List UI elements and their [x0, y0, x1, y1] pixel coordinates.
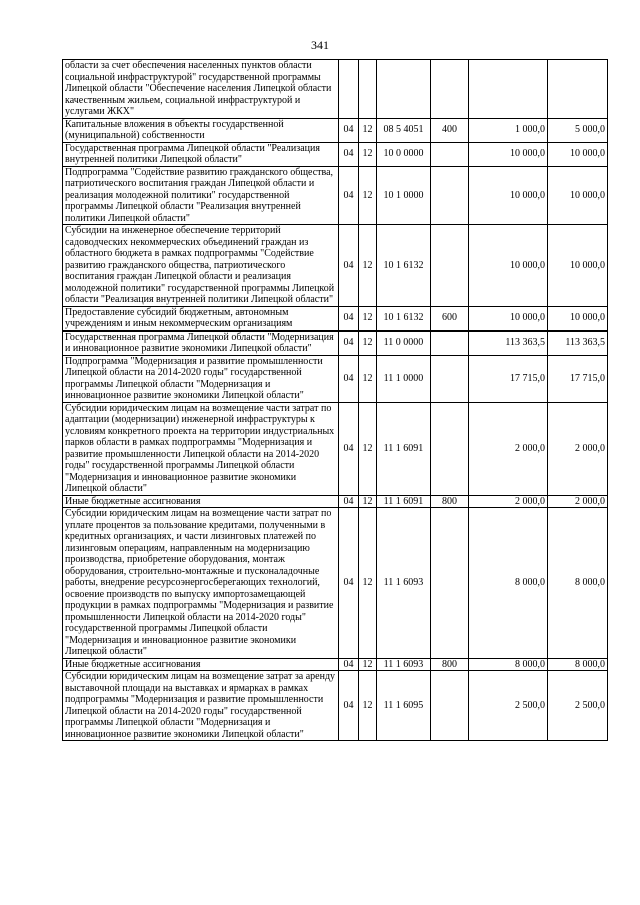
cell-section: 04 — [339, 142, 359, 166]
cell-amount-1: 8 000,0 — [469, 658, 548, 671]
cell-subsection — [359, 60, 377, 119]
cell-expense-type: 400 — [431, 118, 469, 142]
cell-subsection: 12 — [359, 402, 377, 495]
cell-subsection: 12 — [359, 166, 377, 225]
cell-section: 04 — [339, 225, 359, 307]
cell-amount-1: 10 000,0 — [469, 306, 548, 331]
cell-subsection: 12 — [359, 508, 377, 659]
cell-target-article: 10 1 6132 — [377, 225, 431, 307]
cell-amount-1: 113 363,5 — [469, 331, 548, 356]
table-row — [63, 142, 608, 166]
cell-expense-type — [431, 355, 469, 402]
cell-subsection: 12 — [359, 331, 377, 356]
table-row — [63, 225, 608, 307]
table-row — [63, 166, 608, 225]
cell-section: 04 — [339, 118, 359, 142]
cell-amount-1: 17 715,0 — [469, 355, 548, 402]
cell-name: Государственная программа Липецкой области "Реализация внутренней политики Липецкой области" — [63, 142, 339, 166]
cell-name: области за счет обеспечения населенных пунктов области социальной инфраструктурой" государственной программы Липецкой области "Обеспечение населения Липецкой области качественным жильем, социальной инфраструктурой и услугами ЖКХ" — [63, 60, 339, 119]
cell-section: 04 — [339, 495, 359, 508]
cell-target-article: 10 1 6132 — [377, 306, 431, 331]
cell-section: 04 — [339, 331, 359, 356]
cell-subsection: 12 — [359, 142, 377, 166]
cell-section: 04 — [339, 355, 359, 402]
table-row — [63, 331, 608, 356]
cell-expense-type — [431, 331, 469, 356]
cell-amount-1: 2 000,0 — [469, 495, 548, 508]
cell-amount-2: 113 363,5 — [548, 331, 608, 356]
cell-target-article: 11 0 0000 — [377, 331, 431, 356]
cell-amount-1: 10 000,0 — [469, 225, 548, 307]
cell-amount-1: 2 000,0 — [469, 402, 548, 495]
cell-amount-1 — [469, 60, 548, 119]
cell-section: 04 — [339, 402, 359, 495]
cell-section — [339, 60, 359, 119]
cell-subsection: 12 — [359, 306, 377, 331]
cell-name: Государственная программа Липецкой области "Модернизация и инновационное развитие экономики Липецкой области" — [63, 331, 339, 356]
cell-target-article: 11 1 6091 — [377, 402, 431, 495]
cell-amount-1: 1 000,0 — [469, 118, 548, 142]
cell-section: 04 — [339, 658, 359, 671]
cell-section: 04 — [339, 508, 359, 659]
cell-subsection: 12 — [359, 658, 377, 671]
cell-name: Подпрограмма "Содействие развитию гражданского общества, патриотического воспитания граждан Липецкой области и реализация молодежной политики" государственной программы Липецкой области "Реализация внутренней политики Липецкой области" — [63, 166, 339, 225]
table-row — [63, 508, 608, 659]
cell-amount-2: 2 000,0 — [548, 402, 608, 495]
cell-target-article: 11 1 0000 — [377, 355, 431, 402]
cell-expense-type — [431, 508, 469, 659]
cell-amount-1: 2 500,0 — [469, 671, 548, 741]
cell-expense-type: 800 — [431, 658, 469, 671]
table-row — [63, 306, 608, 331]
table-row — [63, 355, 608, 402]
cell-name: Подпрограмма "Модернизация и развитие промышленности Липецкой области на 2014-2020 годы" государственной программы Липецкой области "Модернизация и инновационное развитие экономики Липецкой области" — [63, 355, 339, 402]
table-row — [63, 658, 608, 671]
cell-amount-2: 5 000,0 — [548, 118, 608, 142]
cell-target-article: 10 1 0000 — [377, 166, 431, 225]
cell-amount-2 — [548, 60, 608, 119]
cell-expense-type — [431, 166, 469, 225]
cell-name: Субсидии на инженерное обеспечение территорий садоводческих некоммерческих объединений граждан из областного бюджета в рамках подпрограммы "Содействие развитию гражданского общества, патриотического воспитания граждан Липецкой области и реализация молодежной политики" государственной программы Липецкой области "Реализация внутренней политики Липецкой области" — [63, 225, 339, 307]
cell-subsection: 12 — [359, 355, 377, 402]
cell-name: Предоставление субсидий бюджетным, автономным учреждениям и иным некоммерческим организациям — [63, 306, 339, 331]
cell-amount-2: 2 000,0 — [548, 495, 608, 508]
cell-target-article: 11 1 6091 — [377, 495, 431, 508]
cell-target-article: 08 5 4051 — [377, 118, 431, 142]
budget-table — [62, 59, 608, 741]
table-row — [63, 495, 608, 508]
cell-expense-type — [431, 225, 469, 307]
cell-name: Капитальные вложения в объекты государственной (муниципальной) собственности — [63, 118, 339, 142]
cell-amount-2: 17 715,0 — [548, 355, 608, 402]
table-row — [63, 60, 608, 119]
cell-amount-2: 2 500,0 — [548, 671, 608, 741]
cell-target-article: 11 1 6095 — [377, 671, 431, 741]
cell-section: 04 — [339, 306, 359, 331]
cell-expense-type: 600 — [431, 306, 469, 331]
cell-expense-type — [431, 142, 469, 166]
cell-section: 04 — [339, 671, 359, 741]
cell-amount-2: 8 000,0 — [548, 658, 608, 671]
cell-target-article: 10 0 0000 — [377, 142, 431, 166]
cell-target-article — [377, 60, 431, 119]
cell-target-article: 11 1 6093 — [377, 508, 431, 659]
cell-amount-1: 10 000,0 — [469, 166, 548, 225]
cell-subsection: 12 — [359, 671, 377, 741]
table-row — [63, 671, 608, 741]
page-number: 341 — [311, 38, 329, 52]
cell-section: 04 — [339, 166, 359, 225]
cell-expense-type — [431, 671, 469, 741]
cell-name: Субсидии юридическим лицам на возмещение затрат за аренду выставочной площади на выставках и ярмарках в рамках подпрограммы "Модернизация и развитие промышленности Липецкой области на 2014-2020 годы" государственной программы Липецкой области "Модернизация и инновационное развитие экономики Липецкой области" — [63, 671, 339, 741]
cell-amount-2: 10 000,0 — [548, 142, 608, 166]
cell-expense-type — [431, 402, 469, 495]
cell-target-article: 11 1 6093 — [377, 658, 431, 671]
cell-amount-2: 8 000,0 — [548, 508, 608, 659]
cell-name: Иные бюджетные ассигнования — [63, 658, 339, 671]
table-row — [63, 118, 608, 142]
cell-amount-2: 10 000,0 — [548, 225, 608, 307]
cell-amount-1: 8 000,0 — [469, 508, 548, 659]
cell-name: Субсидии юридическим лицам на возмещение части затрат по уплате процентов за пользование кредитами, полученными в кредитных организациях, и части лизинговых платежей по лизинговым операциям, направленным на модернизацию производства, приобретение оборудования, монтаж оборудования, строительно-монтажные и пусконаладочные работы, внедрение ресурсоэнергосберегающих технологий, освоение производств по выпуску импортозамещающей продукции в рамках подпрограммы "Модернизация и развитие промышленности Липецкой области на 2014-2020 годы" государственной программы Липецкой области "Модернизация и инновационное развитие экономики Липецкой области" — [63, 508, 339, 659]
cell-name: Иные бюджетные ассигнования — [63, 495, 339, 508]
cell-expense-type — [431, 60, 469, 119]
cell-subsection: 12 — [359, 225, 377, 307]
cell-name: Субсидии юридическим лицам на возмещение части затрат по адаптации (модернизации) инженерной инфраструктуры к условиям конкретного проекта на территории индустриальных парков области в рамках подпрограммы "Модернизация и развитие промышленности Липецкой области на 2014-2020 годы" государственной программы Липецкой области "Модернизация и инновационное развитие экономики Липецкой области" — [63, 402, 339, 495]
cell-subsection: 12 — [359, 118, 377, 142]
cell-amount-2: 10 000,0 — [548, 166, 608, 225]
cell-amount-2: 10 000,0 — [548, 306, 608, 331]
cell-amount-1: 10 000,0 — [469, 142, 548, 166]
table-row — [63, 402, 608, 495]
cell-subsection: 12 — [359, 495, 377, 508]
cell-expense-type: 800 — [431, 495, 469, 508]
